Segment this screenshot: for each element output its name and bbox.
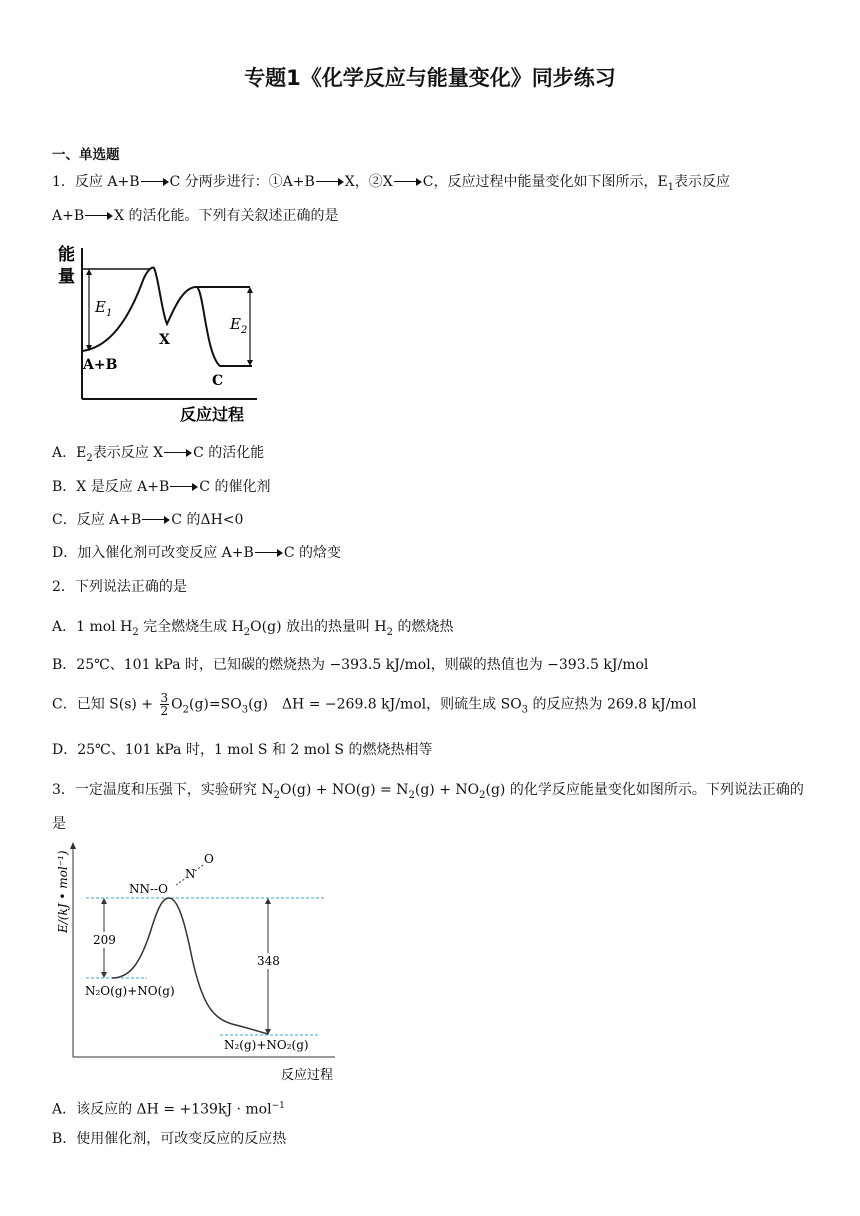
q1-option-d [52, 543, 341, 563]
q3-energy-diagram [52, 838, 352, 1088]
arrow-head-icon [265, 898, 271, 904]
q1-text: C，反应过程中能量变化如下图所示，E [422, 174, 668, 190]
option-text: O(g) 放出的热量叫 H [250, 619, 387, 635]
q2-stem: 2．下列说法正确的是 [52, 579, 187, 595]
option-text: A．1 mol H [52, 619, 133, 635]
xlabel: 反应过程 [180, 405, 245, 424]
q2-option-b: B．25℃、101 kPa 时，已知碳的燃烧热为 −393.5 kJ/mol，则碳的热值也为 −393.5 kJ/mol [52, 657, 649, 673]
section-heading: 一、单选题 [52, 147, 120, 163]
subscript: 2 [408, 789, 415, 801]
subscript: 3 [521, 704, 529, 716]
ts-label: NN‑‑O [129, 882, 168, 896]
option-text: C 的ΔH<0 [171, 512, 244, 528]
arrow-head-icon [101, 972, 107, 978]
fraction [160, 692, 170, 717]
arrow-head-icon [86, 269, 92, 275]
option-text: 的燃烧热 [393, 619, 454, 635]
q1-option-c [52, 510, 243, 530]
axis-arrow-icon [70, 842, 76, 849]
page-title: 专题1《化学反应与能量变化》同步练习 [244, 66, 616, 90]
reaction-arrow-icon [164, 449, 192, 457]
option-text: C 的活化能 [193, 445, 265, 461]
subscript: 2 [273, 789, 280, 801]
reactants-label: N₂O(g)+NO(g) [85, 984, 175, 998]
option-text: C 的焓变 [283, 545, 341, 561]
q3-text: (g) 的化学反应能量变化如图所示。下列说法正确的 [485, 782, 804, 798]
q3-text: (g) + NO [414, 782, 480, 798]
option-text: (g)=SO [189, 696, 242, 713]
value-209: 209 [93, 933, 116, 947]
subscript: 2 [182, 704, 189, 716]
subscript: 2 [243, 626, 251, 638]
q3-stem-line2: 是 [52, 816, 66, 832]
reaction-arrow-icon [142, 516, 170, 524]
ts-o: O [204, 852, 214, 866]
option-text: (g) ΔH = −269.8 kJ/mol，则硫生成 SO [248, 696, 522, 713]
reaction-arrow-icon [141, 178, 169, 186]
q1-option-b [52, 477, 270, 497]
q1-text: X 的活化能。下列有关叙述正确的是 [114, 208, 339, 224]
q1-text: A+B [52, 208, 85, 224]
option-text: O [171, 696, 183, 713]
subscript: 2 [86, 452, 93, 464]
q1-text: 1．反应 A+B [52, 174, 140, 190]
q1-text: 表示反应 [674, 174, 731, 190]
products-label: N₂(g)+NO₂(g) [224, 1038, 309, 1052]
option-text: A．该反应的 ΔH = +139kJ · mol [52, 1101, 272, 1118]
ylabel-char-1: 能 [58, 245, 75, 265]
subscript: 2 [386, 626, 394, 638]
option-text: 完全燃烧生成 H [138, 619, 244, 635]
ylabel-char-2: 量 [58, 267, 75, 287]
subscript: 2 [479, 789, 486, 801]
q1-stem-line1 [52, 172, 730, 198]
reaction-arrow-icon [85, 212, 113, 220]
arrow-head-icon [101, 898, 107, 904]
subscript: 3 [241, 704, 249, 716]
option-text: C．反应 A+B [52, 512, 142, 528]
ts-bond [195, 865, 203, 871]
e2-label: $E_2$ [230, 315, 248, 336]
superscript: −1 [271, 1101, 285, 1111]
fraction-denominator: 2 [160, 704, 169, 718]
q3-option-b: B．使用催化剂，可改变反应的反应热 [52, 1131, 287, 1147]
reaction-arrow-icon [255, 549, 283, 557]
ts-n: N [185, 867, 196, 881]
option-text: 表示反应 X [92, 445, 164, 461]
reaction-arrow-icon [170, 483, 198, 491]
fraction-numerator: 3 [160, 691, 169, 705]
q3-option-a [52, 1096, 285, 1120]
value-348: 348 [257, 954, 280, 968]
e1-label: $E_1$ [95, 298, 113, 319]
subscript: 1 [667, 181, 675, 193]
q1-energy-diagram [52, 238, 282, 428]
reaction-arrow-icon [316, 178, 344, 186]
option-text: A．E [52, 445, 87, 461]
q3-text: O(g) + NO(g) = N [279, 782, 409, 798]
option-text: 的反应热为 269.8 kJ/mol [528, 696, 697, 713]
option-text: D．加入催化剂可改变反应 A+B [52, 545, 254, 561]
xlabel: 反应过程 [281, 1068, 334, 1083]
reaction-arrow-icon [394, 178, 422, 186]
q1-stem-line2 [52, 206, 339, 226]
c-label: C [212, 373, 224, 389]
q2-option-d: D．25℃、101 kPa 时，1 mol S 和 2 mol S 的燃烧热相等 [52, 742, 433, 758]
ab-label: A+B [83, 357, 118, 373]
subscript: 2 [132, 626, 139, 638]
option-text: C 的催化剂 [199, 479, 271, 495]
x-intermediate-label: X [159, 332, 170, 348]
q2-option-c [52, 692, 696, 720]
q3-stem-line1 [52, 780, 804, 806]
energy-curve [112, 898, 268, 1034]
q1-text: C 分两步进行：①A+B [169, 174, 315, 190]
q3-text: 3．一定温度和压强下，实验研究 N [52, 782, 274, 798]
q1-option-a [52, 443, 264, 469]
q1-text: X，②X [344, 174, 393, 190]
q2-option-a [52, 617, 453, 643]
option-text: C．已知 S(s) + [52, 696, 158, 713]
option-text: B．X 是反应 A+B [52, 479, 170, 495]
ylabel: E/(kJ • mol⁻¹) [56, 850, 70, 933]
